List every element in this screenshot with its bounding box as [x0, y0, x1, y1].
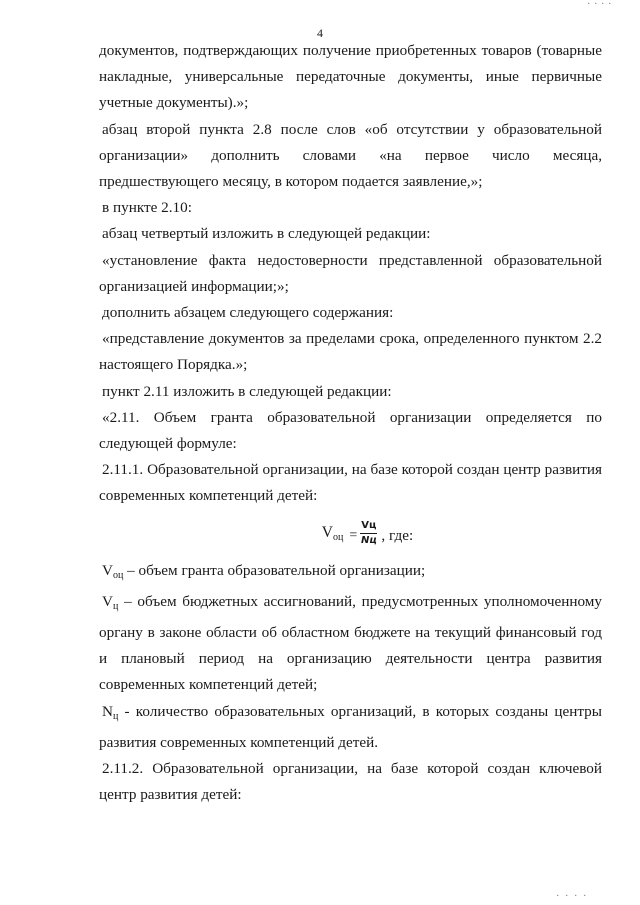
paragraph-13-text: - количество образовательных организаций, в которых созданы центры развития современных компетенций детей. — [99, 702, 602, 751]
paragraph-8: пункт 2.11 изложить в следующей редакции: — [102, 382, 392, 400]
scan-artifact-bottom: . . . . — [556, 888, 588, 899]
paragraph-14: 2.11.2. Образовательной организации, на базе которой создан ключевой центр развития детей: — [99, 760, 602, 804]
symbol-n-c-base: N — [102, 702, 113, 720]
formula-numerator: Vц — [360, 519, 377, 534]
paragraph-11 — [99, 558, 602, 589]
symbol-n-c-subscript: ц — [112, 710, 119, 722]
grant-formula — [99, 510, 602, 558]
symbol-v-oc-base: V — [102, 561, 113, 579]
formula-tail: , где: — [381, 526, 414, 544]
paragraph-2: абзац второй пункта 2.8 после слов «об отсутствии у образовательной организации» дополнить словами «на первое число месяца, предшествующего месяцу, в котором подается заявление,»; — [99, 120, 602, 191]
formula-lhs — [322, 520, 344, 551]
paragraph-12 — [99, 589, 602, 699]
formula-lhs-subscript: оц — [333, 532, 344, 544]
paragraph-3: в пункте 2.10: — [102, 199, 192, 217]
formula-denominator: Nц — [360, 535, 377, 547]
paragraph-11-text: – объем гранта образовательной организации; — [123, 561, 426, 579]
symbol-v-c-subscript: ц — [112, 600, 119, 612]
formula-fraction — [360, 519, 377, 548]
symbol-v-c — [102, 593, 118, 610]
symbol-v-oc — [102, 562, 123, 579]
document-body — [99, 38, 602, 808]
symbol-v-oc-subscript: оц — [112, 569, 124, 581]
paragraph-10: 2.11.1. Образовательной организации, на базе которой создан центр развития современных компетенций детей: — [99, 461, 602, 505]
scan-artifact-top: . . . . — [587, 0, 612, 7]
paragraph-7: «представление документов за пределами срока, определенного пунктом 2.2 настоящего Порядка.»; — [99, 330, 602, 374]
paragraph-9: «2.11. Объем гранта образовательной организации определяется по следующей формуле: — [99, 408, 602, 453]
paragraph-1: документов, подтверждающих получение приобретенных товаров (товарные накладные, универсальные передаточные документы, иные первичные учетные документы).»; — [99, 42, 602, 112]
formula-equals: = — [349, 527, 358, 543]
formula-lhs-base: V — [321, 524, 333, 542]
paragraph-5: «установление факта недостоверности представленной образовательной организацией информации;»; — [99, 251, 602, 295]
symbol-n-c — [102, 703, 118, 720]
paragraph-4: абзац четвертый изложить в следующей редакции: — [102, 225, 431, 243]
page-number: 4 — [317, 26, 323, 40]
paragraph-13 — [99, 699, 602, 756]
paragraph-12-text: – объем бюджетных ассигнований, предусмотренных уполномоченному органу в законе области об областном бюджете на текущий финансовый год и плановый период на организацию деятельности центра развития современных компетенций детей; — [99, 592, 602, 694]
symbol-v-c-base: V — [102, 592, 113, 610]
paragraph-6: дополнить абзацем следующего содержания: — [102, 304, 394, 322]
